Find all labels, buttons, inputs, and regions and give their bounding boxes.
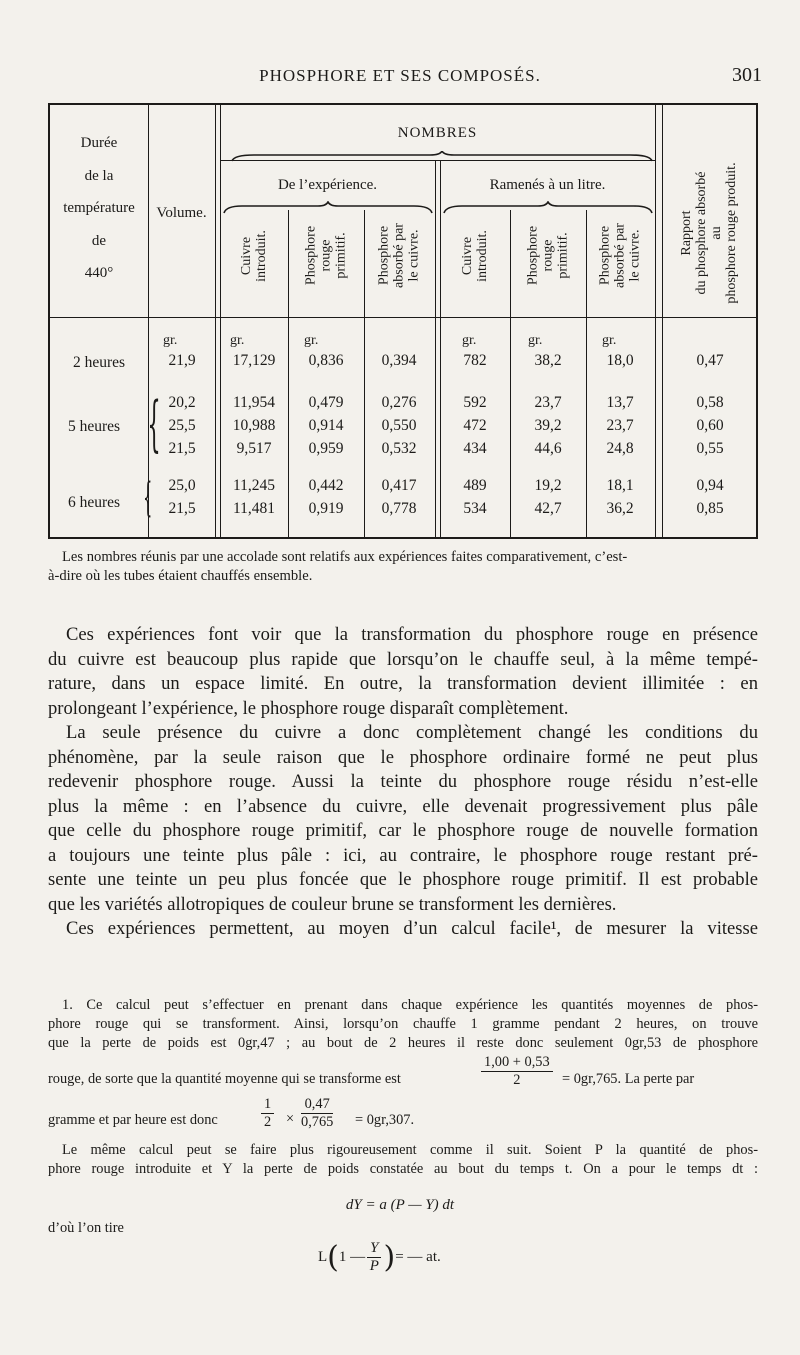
table-cell: 0,55 <box>696 440 724 457</box>
table-cell: 434 <box>463 440 487 457</box>
table-cell: 23,7 <box>606 417 634 434</box>
data-table <box>48 103 758 539</box>
frac-den: 0,765 <box>301 1114 334 1130</box>
header-text: rouge <box>318 239 334 272</box>
header-nombres: NOMBRES <box>397 125 478 141</box>
table-cell: 19,2 <box>534 477 562 494</box>
header-text: au <box>709 226 724 240</box>
table-cell: 0,47 <box>696 352 724 369</box>
table-cell: 25,0 <box>168 477 196 494</box>
table-cell: 17,129 <box>232 352 276 369</box>
table-cell: 0,58 <box>696 394 724 411</box>
table-cell: 0,417 <box>381 477 417 494</box>
footnote-text: = 0gr,765. La perte par <box>562 1071 695 1087</box>
frac-den: 2 <box>264 1114 272 1130</box>
header-text: du phosphore absorbé <box>694 171 709 295</box>
table-cell: 21,5 <box>168 440 196 457</box>
col-divider <box>220 105 221 537</box>
paren-open: ( <box>327 1240 339 1275</box>
footnote-text: gramme et par heure est donc <box>48 1112 218 1128</box>
body-line: sente une teinte un peu plus foncée que le phosphore rouge primitif. Il est probable <box>48 869 758 890</box>
table-cell: 20,2 <box>168 394 196 411</box>
col-divider <box>662 105 663 537</box>
header-text: Rapport <box>679 210 694 256</box>
eq-right: = — at. <box>395 1248 441 1265</box>
header-text: primitif. <box>333 232 349 279</box>
header-text: le cuivre. <box>627 229 643 282</box>
table-cell: 24,8 <box>606 440 634 457</box>
table-cell: 592 <box>463 394 487 411</box>
header-de-la: de la <box>84 168 114 184</box>
table-cell: 39,2 <box>534 417 562 434</box>
caption-line: Les nombres réunis par une accolade sont relatifs aux expériences faites comparativement, c’est- <box>62 549 628 565</box>
table-cell: 0,959 <box>308 440 344 457</box>
table-cell: 0,442 <box>308 477 344 494</box>
table-cell: 36,2 <box>606 500 634 517</box>
body-line: prolongeant l’expérience, le phosphore rouge disparaît complètement. <box>48 697 569 719</box>
equation-1: dY = a (P — Y) dt <box>345 1197 455 1213</box>
table-cell: 44,6 <box>534 440 562 457</box>
table-cell: 0,94 <box>696 477 724 494</box>
footnote-line: Le même calcul peut se faire plus rigoureusement comme il suit. Soient P la quantité de phos- <box>62 1142 758 1158</box>
table-cell: 0,550 <box>381 417 417 434</box>
header-phosphore-absorbe <box>377 206 422 306</box>
footnote-text: rouge, de sorte que la quantité moyenne qui se transforme est <box>48 1071 401 1087</box>
caption-line: à-dire où les tubes étaient chauffés ensemble. <box>48 568 313 584</box>
header-440: 440° <box>84 265 114 281</box>
header-rapport <box>679 148 739 318</box>
table-cell: 0,479 <box>308 394 344 411</box>
col-divider <box>215 105 216 537</box>
table-cell: 0,778 <box>381 500 417 517</box>
frac-num: 0,47 <box>301 1096 333 1114</box>
page-number: 301 <box>732 64 762 86</box>
table-cell: 11,954 <box>232 394 276 411</box>
table-cell: 38,2 <box>534 352 562 369</box>
header-phosphore-rouge-primitif <box>304 206 349 306</box>
header-text: Cuivre <box>460 236 475 276</box>
header-text: phosphore rouge produit. <box>724 162 739 304</box>
header-litre: Ramenés à un litre. <box>489 177 606 193</box>
table-cell: 489 <box>463 477 487 494</box>
header-cuivre-introduit <box>239 206 269 306</box>
table-cell: 0,532 <box>381 440 417 457</box>
header-text: Phosphore <box>597 225 613 286</box>
header-text: rouge <box>540 239 556 272</box>
table-cell: 25,5 <box>168 417 196 434</box>
footnote <box>48 996 758 1053</box>
table-cell: 23,7 <box>534 394 562 411</box>
body-line: Ces expériences font voir que la transformation du phosphore rouge en présence <box>66 624 758 645</box>
eq-log: L <box>318 1248 328 1265</box>
footnote-continued <box>48 1141 758 1179</box>
header-de: de <box>91 233 107 249</box>
table-cell: 13,7 <box>606 394 634 411</box>
eq-frac <box>367 1240 381 1275</box>
body-text <box>48 623 758 942</box>
col-divider <box>655 105 656 537</box>
header-text: le cuivre. <box>406 229 422 282</box>
header-text: absorbé par <box>391 223 407 288</box>
table-cell: 9,517 <box>236 440 272 457</box>
body-line: phénomène, par la seule raison que le phosphore ordinaire formé ne peut plus <box>48 746 758 768</box>
header-temperature: température <box>63 200 135 216</box>
unit-label: gr. <box>230 333 245 348</box>
body-line: plus la même : en l’absence du cuivre, elle devenait progressivement plus pâle <box>48 795 758 817</box>
header-text: Phosphore <box>303 225 319 286</box>
table-cell: 0,85 <box>696 500 724 517</box>
table-cell: 0,914 <box>308 417 344 434</box>
frac-den: P <box>369 1258 379 1274</box>
fraction-2a <box>258 1096 277 1131</box>
header-volume: Volume. <box>156 205 207 221</box>
header-text: Cuivre <box>239 236 254 276</box>
header-duree: Durée <box>80 135 118 151</box>
table-cell: 18,1 <box>606 477 634 494</box>
body-line: Ces expériences permettent, au moyen d’un calcul facile¹, de mesurer la vitesse <box>66 918 758 939</box>
unit-label: gr. <box>528 333 543 348</box>
table-caption <box>48 548 758 586</box>
header-text: primitif. <box>555 232 571 279</box>
footnote-line: phore rouge introduite et Y la perte de poids constatée au bout du temps t. On a pour le temps dt : <box>48 1161 758 1177</box>
header-text: introduit. <box>254 230 269 282</box>
row-divider <box>50 317 756 318</box>
footnote-line: 1. Ce calcul peut s’effectuer en prenant dans chaque expérience les quantités moyennes de phos- <box>62 997 758 1013</box>
frac-num: 1,00 + 0,53 <box>481 1054 553 1072</box>
duration-2h: 2 heures <box>72 354 126 371</box>
table-cell: 21,5 <box>168 500 196 517</box>
table-cell: 11,481 <box>232 500 276 517</box>
frac-den: 2 <box>513 1072 521 1088</box>
table-cell: 21,9 <box>168 352 196 369</box>
header-phosphore-rouge-litre <box>526 206 571 306</box>
header-text: introduit. <box>475 230 490 282</box>
running-header <box>0 64 800 88</box>
header-text: Phosphore <box>376 225 392 286</box>
times-sign: × <box>286 1111 295 1127</box>
footnote-line: que la perte de poids est 0gr,47 ; au bout de 2 heures il reste donc seulement 0gr,53 de phosphore <box>48 1035 758 1051</box>
running-title: PHOSPHORE ET SES COMPOSÉS. <box>259 66 541 85</box>
body-line: redevenir phosphore rouge. Aussi la teinte du phosphore rouge résidu n’est-elle <box>48 771 758 792</box>
table-cell: 11,245 <box>232 477 276 494</box>
header-experience: De l’expérience. <box>277 177 378 193</box>
header-text: Phosphore <box>525 225 541 286</box>
unit-label: gr. <box>462 333 477 348</box>
duration-6h: 6 heures <box>67 494 121 511</box>
unit-label: gr. <box>304 333 319 348</box>
body-line: La seule présence du cuivre a donc complètement changé les conditions du <box>66 722 758 743</box>
eq-inner: 1 — <box>338 1248 366 1265</box>
footnote-line: phore rouge qui se transforment. Ainsi, lorsqu’on chauffe 1 gramme pendant 2 heures, on trouve <box>48 1016 758 1032</box>
table-cell: 782 <box>463 352 487 369</box>
body-line: que les variétés allotropiques de couleur brune se transforment les dernières. <box>48 893 617 915</box>
header-text: absorbé par <box>612 223 628 288</box>
duration-5h: 5 heures <box>67 418 121 435</box>
table-cell: 42,7 <box>534 500 562 517</box>
body-line: rature, dans un espace limité. En outre, la transformation devient illimitée : en <box>48 673 758 694</box>
table-cell: 472 <box>463 417 487 434</box>
body-line: du cuivre est beaucoup plus rapide que lorsqu’on le chauffe seul, à la même tempé- <box>48 648 758 670</box>
table-cell: 534 <box>463 500 487 517</box>
table-cell: 0,60 <box>696 417 724 434</box>
footnote-text: = 0gr,307. <box>355 1112 415 1128</box>
table-cell: 0,394 <box>381 352 417 369</box>
unit-label: gr. <box>602 333 617 348</box>
header-cuivre-introduit-litre <box>460 206 490 306</box>
header-phosphore-absorbe-litre <box>598 206 643 306</box>
footnote-text: d’où l’on tire <box>48 1220 124 1236</box>
grouping-brace: { <box>147 389 161 459</box>
body-line: a toujours une teinte plus pâle : ici, au contraire, le phosphore rouge restant pré- <box>48 844 758 866</box>
table-cell: 0,836 <box>308 352 344 369</box>
table-cell: 0,919 <box>308 500 344 517</box>
equation-2 <box>318 1240 441 1275</box>
table-cell: 18,0 <box>606 352 634 369</box>
frac-num: Y <box>367 1240 381 1258</box>
fraction-2b <box>298 1096 336 1131</box>
grouping-brace: { <box>143 475 153 521</box>
brace-nombres <box>230 151 655 163</box>
paren-close: ) <box>383 1240 396 1275</box>
unit-label: gr. <box>163 333 178 348</box>
col-divider <box>148 105 149 537</box>
table-cell: 0,276 <box>381 394 417 411</box>
body-line: que celle du phosphore rouge primitif, car le phosphore rouge de nouvelle formation <box>48 820 758 841</box>
table-cell: 10,988 <box>232 417 276 434</box>
frac-num: 1 <box>261 1096 274 1114</box>
fraction-1 <box>478 1054 556 1089</box>
